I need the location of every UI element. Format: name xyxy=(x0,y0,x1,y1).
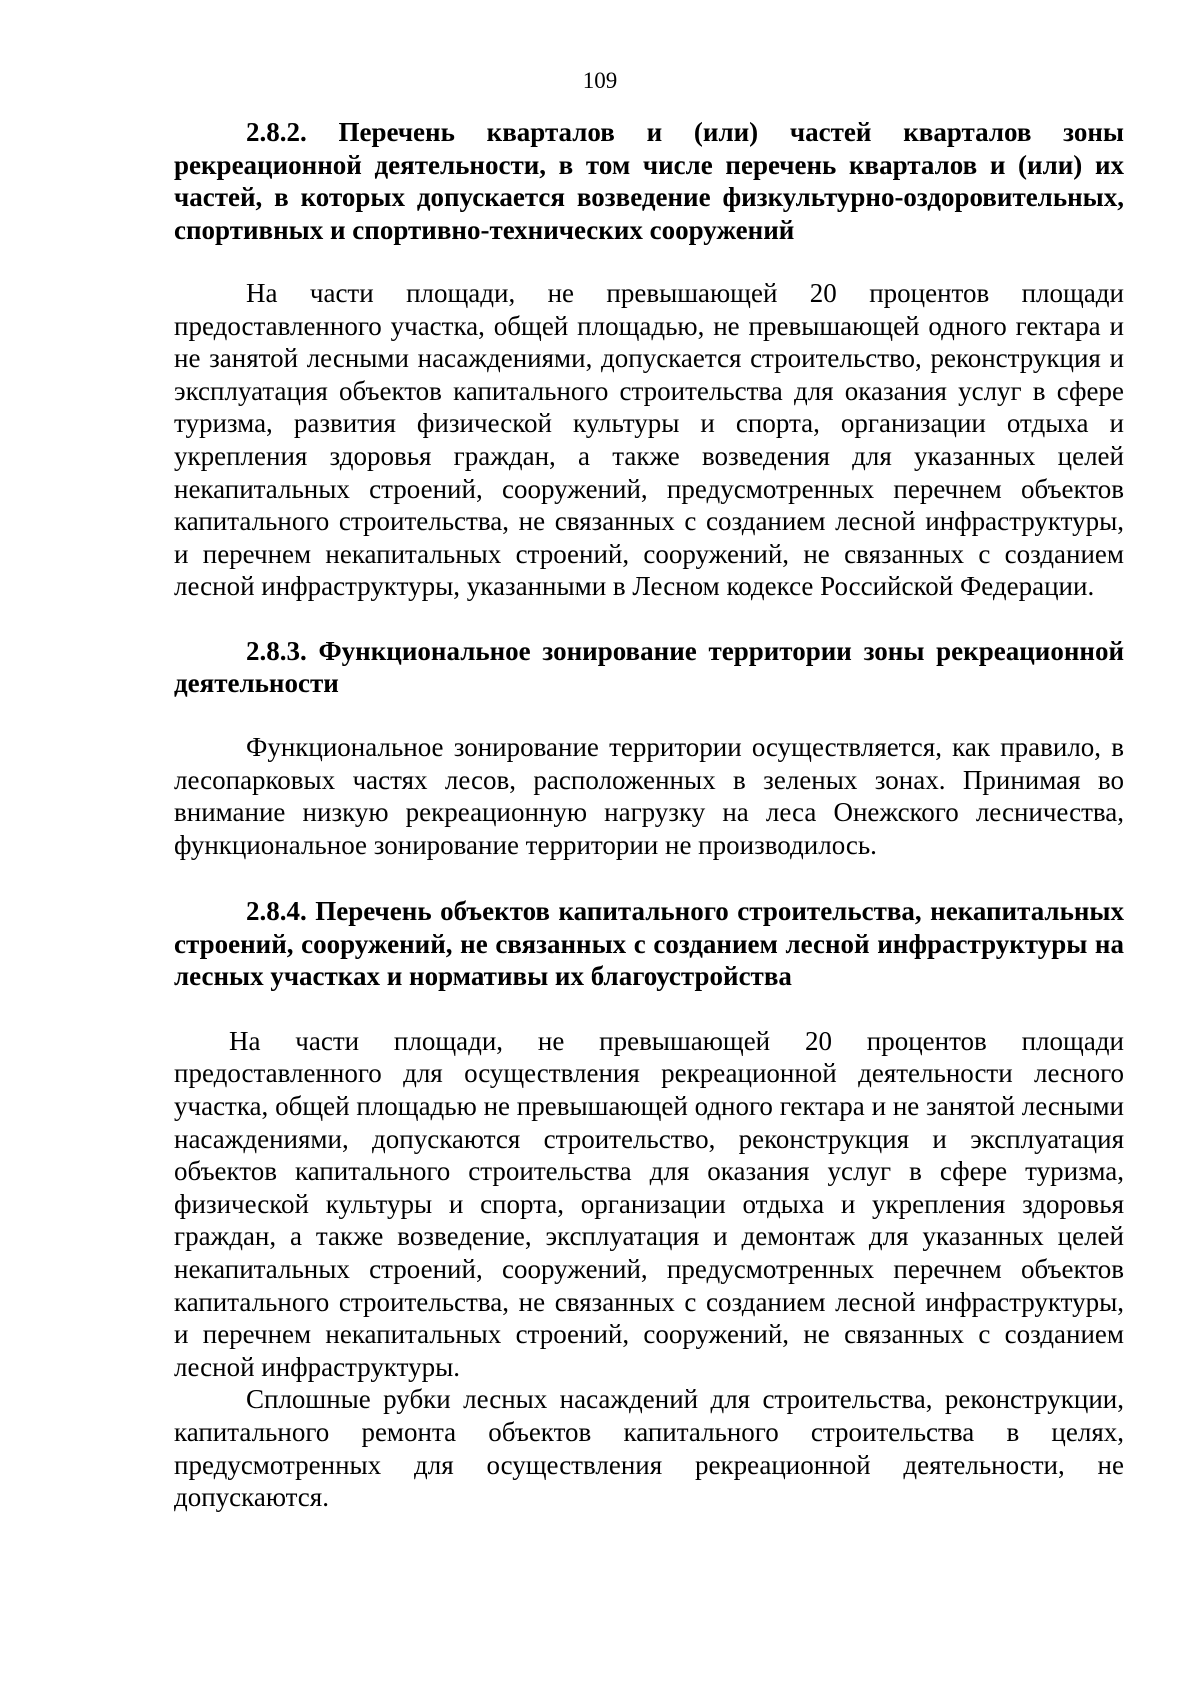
paragraph-2-8-3-1: Функциональное зонирование территории осуществляется, как правило, в лесопарковых частях лесов, расположенных в зеленых зонах. Принимая во внимание низкую рекреационную нагрузку на леса Онежского лесничества, функциональное зонирование территории не производилось. xyxy=(174,731,1124,860)
page-number: 109 xyxy=(582,68,618,93)
paragraph-2-8-4-1: На части площади, не превышающей 20 процентов площади предоставленного для осуществления рекреационной деятельности лесного участка, общей площадью не превышающей одного гектара и не занятой лесными насаждениями, допускаются строительство, реконструкция и эксплуатация объектов капитального строительства для оказания услуг в сфере туризма, физической культуры и спорта, организации отдыха и укрепления здоровья граждан, а также возведение, эксплуатация и демонтаж для указанных целей некапитальных строений, сооружений, предусмотренных перечнем объектов капитального строительства, не связанных с созданием лесной инфраструктуры, и перечнем некапитальных строений, сооружений, не связанных с созданием лесной инфраструктуры. xyxy=(174,1025,1124,1382)
section-heading-2-8-2: 2.8.2. Перечень кварталов и (или) частей кварталов зоны рекреационной деятельности, в том числе перечень кварталов и (или) их частей, в которых допускается возведение физкультурно-оздоровительных, спортивных и спортивно-технических сооружений xyxy=(174,117,1124,245)
section-heading-2-8-4: 2.8.4. Перечень объектов капитального строительства, некапитальных строений, сооружений, не связанных с созданием лесной инфраструктуры на лесных участках и нормативы их благоустройства xyxy=(174,896,1124,992)
page-content xyxy=(174,116,1124,1514)
section-heading-2-8-3: 2.8.3. Функциональное зонирование территории зоны рекреационной деятельности xyxy=(174,635,1124,699)
paragraph-2-8-2-1: На части площади, не превышающей 20 процентов площади предоставленного участка, общей площадью, не превышающей одного гектара и не занятой лесными насаждениями, допускается строительство, реконструкция и эксплуатация объектов капитального строительства для оказания услуг в сфере туризма, развития физической культуры и спорта, организации отдыха и укрепления здоровья граждан, а также возведения для указанных целей некапитальных строений, сооружений, предусмотренных перечнем объектов капитального строительства, не связанных с созданием лесной инфраструктуры, и перечнем некапитальных строений, сооружений, не связанных с созданием лесной инфраструктуры, указанными в Лесном кодексе Российской Федерации. xyxy=(174,278,1124,602)
paragraph-2-8-4-2: Сплошные рубки лесных насаждений для строительства, реконструкции, капитального ремонта объектов капитального строительства в целях, предусмотренных для осуществления рекреационной деятельности, не допускаются. xyxy=(174,1384,1124,1513)
